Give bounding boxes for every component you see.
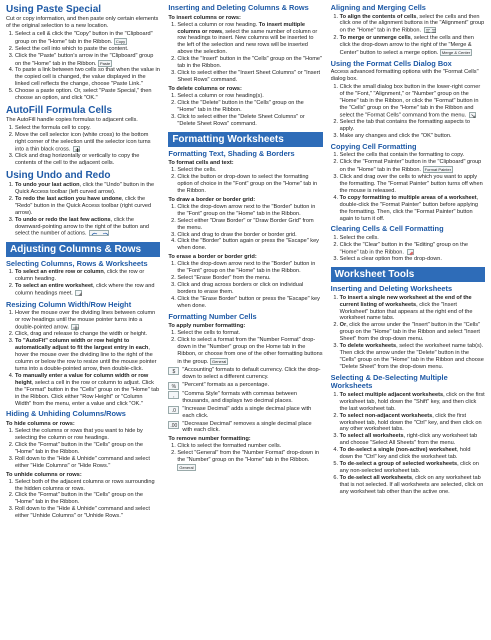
list-item: 1. Select a column or row heading(s). xyxy=(177,93,322,100)
insert-delete-worksheets-heading: Inserting and Deleting Worksheets xyxy=(330,284,453,294)
list-item: 3. Click the "Paste" button's arrow in the "Clipboard" group on the "Home" tab in the Ribbon. Paste xyxy=(15,53,160,68)
increase-decimal-icon: .0 xyxy=(168,406,179,414)
format-dialog-intro: Access advanced formatting options with the "Format Cells" dialog box. xyxy=(330,69,479,82)
copy-formatting-steps xyxy=(331,152,485,222)
list-item: 1. To undo your last action, click the "Undo" button in the Quick Access toolbar (left curved arrow). xyxy=(15,182,160,196)
list-item: 3. To select all worksheets, right-click any worksheet tab and choose "Select All Sheets" from the menu. xyxy=(340,433,485,447)
select-worksheets-steps xyxy=(331,392,485,496)
list-item: 3. Click and drag over the cells to which you want to apply the formatting. The "Format Painter" button turns off when the mouse is released. xyxy=(340,174,485,195)
list-item: 1. Click to select the formatted number cells. xyxy=(177,443,322,450)
list-item: 5. To de-select a group of selected worksheets, click on any non-selected worksheet tab. xyxy=(340,461,485,475)
list-item: 3. Select a clear option from the drop-down. xyxy=(340,256,485,263)
undo-redo-heading: Using Undo and Redo xyxy=(6,169,111,181)
fill-handle-cross-icon xyxy=(73,146,80,152)
list-item: 5. Choose a paste option. Or, select "Paste Special," then choose an option, and click "OK." xyxy=(15,88,160,102)
list-item: 2. Click the "Format" button in the "Cells" group on the "Home" tab in the Ribbon. xyxy=(15,442,160,456)
hide-steps xyxy=(6,428,160,470)
format-item-decrease-decimal: .00 "Decrease Decimal" removes a single decimal place with each click. xyxy=(168,421,322,435)
list-item: 2. Click the "Clear" button in the "Editing" group on the "Home" tab in the Ribbon. xyxy=(340,242,485,256)
list-item: 3. To "AutoFit" column width or row height to automatically adjust to fit the largest entry in each, hover the mouse over the dividing line to the right of the column or below the row to resize until the mouse pointer turns into a double-pointed arrow, then double-click. xyxy=(15,338,160,373)
list-item: 3. Click to select either the "Delete Sheet Columns" or "Delete Sheet Rows" command. xyxy=(177,114,322,128)
list-item: 3. To undo or redo the last few actions, click the downward-pointing arrow to the right of the button and select the number of actions. xyxy=(15,217,160,238)
list-item: 6. To de-select all worksheets, click on any worksheet tab that is not selected. If all worksheets are selected, click on any worksheet tab other than the active one. xyxy=(340,475,485,496)
list-item: 2. To redo the last action you have undone, click the "Redo" button in the Quick Access toolbar (right curved arrow). xyxy=(15,196,160,217)
format-item-accounting: $ "Accounting" formats to default currency. Click the drop-down to select a different currency. xyxy=(168,367,322,381)
list-item: 3. Click and drag horizontally or vertically to copy the contents of the cell to the adjacent cells. xyxy=(15,153,160,167)
list-item: 4. Click the "Erase Border" button or press the "Escape" key when done. xyxy=(177,296,322,310)
list-item: 1. Select the columns or rows that you want to hide by selecting the column or row headings. xyxy=(15,428,160,442)
list-item: 4. To de-select a single (non-active) worksheet, hold down the "Ctrl" key and click the worksheet tab. xyxy=(340,447,485,461)
list-item: 3. Click and drag to draw the border or border grid. xyxy=(177,232,322,239)
list-item: 3. Click to select either the "Insert Sheet Columns" or "Insert Sheet Rows" command. xyxy=(177,70,322,84)
list-item: 2. Click the "Insert" button in the "Cells" group on the "Home" tab in the Ribbon. xyxy=(177,56,322,70)
list-item: 1. Select the cells that contain the formatting to copy. xyxy=(340,152,485,159)
percent-icon: % xyxy=(168,382,179,390)
text-shading-heading: Formatting Text, Shading & Borders xyxy=(168,148,295,158)
delete-label: To delete columns or rows: xyxy=(168,85,242,92)
format-item-comma: , "Comma Style" formats with commas between thousands, and displays two decimal places. xyxy=(168,391,322,405)
list-item: 1. Select the cells. xyxy=(177,167,322,174)
list-item: 3. Roll down to the "Hide & Unhide" command and select either "Unhide Columns" or "Unhide Rows." xyxy=(15,506,160,520)
format-dialog-heading: Using the Format Cells Dialog Box xyxy=(330,58,452,68)
align-merge-heading: Aligning and Merging Cells xyxy=(330,4,426,12)
list-item: 2. Select either "Draw Border" or "Draw Border Grid" from the menu. xyxy=(177,218,322,232)
list-item: 1. Select the formula cell to copy. xyxy=(15,125,160,132)
list-item: 2. Click the "Format Painter" button in the "Clipboard" group on the "Home" tab in the Ribbon. Format Painter xyxy=(340,159,485,174)
list-item: 1. Select a cell & click the "Copy" button in the "Clipboard" group on the "Home" tab in the Ribbon. Copy xyxy=(15,31,160,46)
list-item: 2. Click the button or drop-down to select the formatting option of choice in the "Font" group on the "Home" tab in the Ribbon. xyxy=(177,174,322,195)
autofill-heading: AutoFill Formula Cells xyxy=(6,105,113,117)
general-dropdown-icon: General xyxy=(179,465,194,471)
list-item: 1. Select the cells to format. xyxy=(177,330,322,337)
resizing-heading: Resizing Column Width/Row Height xyxy=(6,299,132,309)
merge-center-icon: Merge & Center xyxy=(441,49,471,55)
autofill-steps xyxy=(6,125,160,167)
selecting-steps xyxy=(6,269,160,297)
column-middle xyxy=(168,4,322,637)
align-merge-steps xyxy=(331,14,485,57)
list-item: 2. Click to select a format from the "Number Format" drop-down in the "Number" group on the Home tab in the Ribbon, or choose from one of the other formatting buttons in the group. General xyxy=(177,337,322,366)
paste-special-steps xyxy=(6,31,160,102)
unhide-steps xyxy=(6,479,160,521)
insert-delete-heading: Inserting and Deleting Columns & Rows xyxy=(168,4,309,12)
number-format-heading: Formatting Number Cells xyxy=(168,311,257,321)
fonts-steps xyxy=(168,167,322,195)
list-item: 1. To select multiple adjacent worksheets, click on the first worksheet tab, hold down the "Shift" key, and then click the last worksheet tab. xyxy=(340,392,485,413)
list-item: 1. Hover the mouse over the dividing lines between column or row headings until the mouse pointer turns into a double-pointed arrow. xyxy=(15,310,160,331)
list-item: 2. Select the cell into which to paste the content. xyxy=(15,46,160,53)
resizing-steps xyxy=(6,310,160,407)
paste-special-intro: Cut or copy information, and then paste only certain elements of the original selection to a new location. xyxy=(6,16,159,29)
remove-format-steps xyxy=(168,443,322,472)
list-item: 3. To delete worksheets, select the worksheet name tab(s). Then click the arrow under the "Delete" button in the "Cells" group on the "Home" tab in the Ribbon and choose "Delete Sheet" from the drop-down menu. xyxy=(340,343,485,371)
undo-redo-arrows-icon xyxy=(89,230,109,236)
erase-steps xyxy=(168,261,322,309)
list-item: 2. Move the cell selector icon (white cross) to the bottom right corner of the selection until the selector icon turns into a thin black cross. xyxy=(15,132,160,153)
selecting-heading: Selecting Columns, Rows & Worksheets xyxy=(6,258,148,268)
undo-redo-steps xyxy=(6,182,160,238)
fonts-label: To format cells and text: xyxy=(168,160,234,167)
resize-arrow-icon xyxy=(71,324,79,330)
copy-formatting-heading: Copying Cell Formatting xyxy=(330,141,417,151)
format-painter-icon: Format Painter xyxy=(424,167,452,173)
list-item: 2. Click the "Format" button in the "Cells" group on the "Home" tab in the Ribbon. xyxy=(15,492,160,506)
column-left xyxy=(6,4,160,637)
list-item: 1. Select a column or row heading. To insert multiple columns or rows, select the same number of column or row headings to insert. New columns will be inserted to the left of the selection and new rows will be inserted above the selection. xyxy=(177,22,322,57)
unhide-label: To unhide columns or rows: xyxy=(6,471,82,478)
list-item: 2. Select "General" from the "Number Format" drop-down in the "Number" group on the "Home" tab in the Ribbon. General xyxy=(177,450,322,472)
list-item: 1. Click the small dialog box button in the lower-right corner of the "Font," "Alignment," or "Number" group on the "Home" tab in the Ribbon, or click the "Format" button in the "Cells" group on the "Home" tab in the Ribbon and select the "Format Cells" command from the menu. xyxy=(340,84,485,119)
list-item: 3. Roll down to the "Hide & Unhide" command and select either "Hide Columns" or "Hide Rows." xyxy=(15,456,160,470)
list-item: 1. Click the drop-down arrow next to the "Border" button in the "Font" group on the "Home" tab in the Ribbon. xyxy=(177,204,322,218)
list-item: 1. To align the contents of cells, select the cells and then click one of the alignment buttons in the "Alignment" group on the "Home" tab in the Ribbon. xyxy=(340,14,485,35)
list-item: 2. Click the "Delete" button in the "Cells" group on the "Home" tab in the Ribbon. xyxy=(177,100,322,114)
remove-format-label: To remove number formatting: xyxy=(168,436,251,443)
paste-button-icon: Paste xyxy=(99,60,111,66)
clearing-steps xyxy=(331,235,485,263)
insert-delete-worksheets-steps xyxy=(331,295,485,371)
autofill-intro: The AutoFill handle copies formulas to adjacent cells. xyxy=(6,117,138,124)
list-item: 1. To select an entire row or column, click the row or column heading. xyxy=(15,269,160,283)
numfmt-steps xyxy=(168,330,322,366)
list-item: 3. Make any changes and click the "OK" button. xyxy=(340,133,485,140)
column-right xyxy=(331,4,485,637)
list-item: 3. Click and drag across borders or click on individual borders to erase them. xyxy=(177,282,322,296)
adjusting-banner: Adjusting Columns & Rows xyxy=(6,242,160,257)
border-steps xyxy=(168,204,322,252)
worksheet-tools-banner: Worksheet Tools xyxy=(331,267,485,282)
list-item: 1. Select both of the adjacent columns or rows surrounding the hidden columns or rows. xyxy=(15,479,160,493)
list-item: 2. To select non-adjacent worksheets, click the first worksheet tab, hold down the "Ctrl" key, and then click on any other worksheet tabs. xyxy=(340,413,485,434)
number-format-dropdown-icon: General xyxy=(212,359,227,365)
accounting-icon: $ xyxy=(168,367,179,375)
format-item-percent: % "Percent" formats as a percentage. xyxy=(168,382,322,390)
eraser-icon xyxy=(407,249,414,255)
list-item: 1. Select the cells. xyxy=(340,235,485,242)
list-item: 2. Select "Erase Border" from the menu. xyxy=(177,275,322,282)
format-item-increase-decimal: .0 "Increase Decimal" adds a single decimal place with each click. xyxy=(168,406,322,420)
insert-label: To insert columns or rows: xyxy=(168,14,241,21)
list-item: 2. To select an entire worksheet, click where the row and column headings meet. xyxy=(15,283,160,297)
numfmt-label: To apply number formatting: xyxy=(168,323,246,330)
hiding-heading: Hiding & Unhiding Columns/Rows xyxy=(6,409,126,419)
alignment-buttons-icon xyxy=(424,27,436,33)
list-item: 4. Click the "Border" button again or press the "Escape" key when done. xyxy=(177,238,322,252)
hide-label: To hide columns or rows: xyxy=(6,420,75,427)
format-dialog-steps xyxy=(331,84,485,140)
list-item: 2. Select the tab that contains the formatting aspects to apply. xyxy=(340,119,485,133)
list-item: 4. To manually enter a value for column width or row height, select a cell in the row or column to adjust. Click the "Format" button in the "Cells" group on the "Home" tab in the Ribbon. Click either "Row Height" or "Column Width" from the menu, enter a value and click "OK." xyxy=(15,373,160,408)
list-item: 2. To merge or unmerge cells, select the cells and then click the drop-down arrow to the right of the "Merge & Center" button to select a merge option. Merge & Center xyxy=(340,35,485,57)
insert-steps xyxy=(168,22,322,84)
border-label: To draw a border or border grid: xyxy=(168,196,256,203)
list-item: 4. To paste a link between two cells so that when the value in the copied cell is changed, the value displayed in the linked cell reflects the change, choose "Paste Link." xyxy=(15,67,160,88)
clearing-heading: Clearing Cells & Cell Formatting xyxy=(330,224,444,234)
list-item: 1. To insert a single new worksheet at the end of the current listing of worksheets, click the "Insert Worksheet" button that appears at the right end of the worksheet name tabs. xyxy=(340,295,485,323)
select-worksheets-heading: Selecting & De-Selecting Multiple Worksheets xyxy=(330,372,448,391)
formatting-banner: Formatting Worksheets xyxy=(168,132,322,147)
delete-steps xyxy=(168,93,322,128)
select-all-corner-icon xyxy=(75,290,82,296)
list-item: 4. To copy formatting to multiple areas of a worksheet, double-click the "Format Painter" button before applying the formatting. Then, click the "Format Painter" button again to turn it off. xyxy=(340,195,485,223)
comma-style-icon: , xyxy=(168,391,179,399)
list-item: 2. Or, click the arrow under the "Insert" button in the "Cells" group on the "Home" tab in the Ribbon and select "Insert Sheet" from the drop-down menu. xyxy=(340,322,485,343)
list-item: 1. Click the drop-down arrow next to the "Border" button in the "Font" group on the "Home" tab in the Ribbon. xyxy=(177,261,322,275)
erase-label: To erase a border or border grid: xyxy=(168,254,257,261)
copy-button-icon: Copy xyxy=(115,38,126,44)
dialog-launcher-icon xyxy=(469,112,476,118)
list-item: 2. Click, drag and release to change the width or height. xyxy=(15,331,160,338)
decrease-decimal-icon: .00 xyxy=(168,421,179,429)
paste-special-heading: Using Paste Special xyxy=(6,4,102,15)
